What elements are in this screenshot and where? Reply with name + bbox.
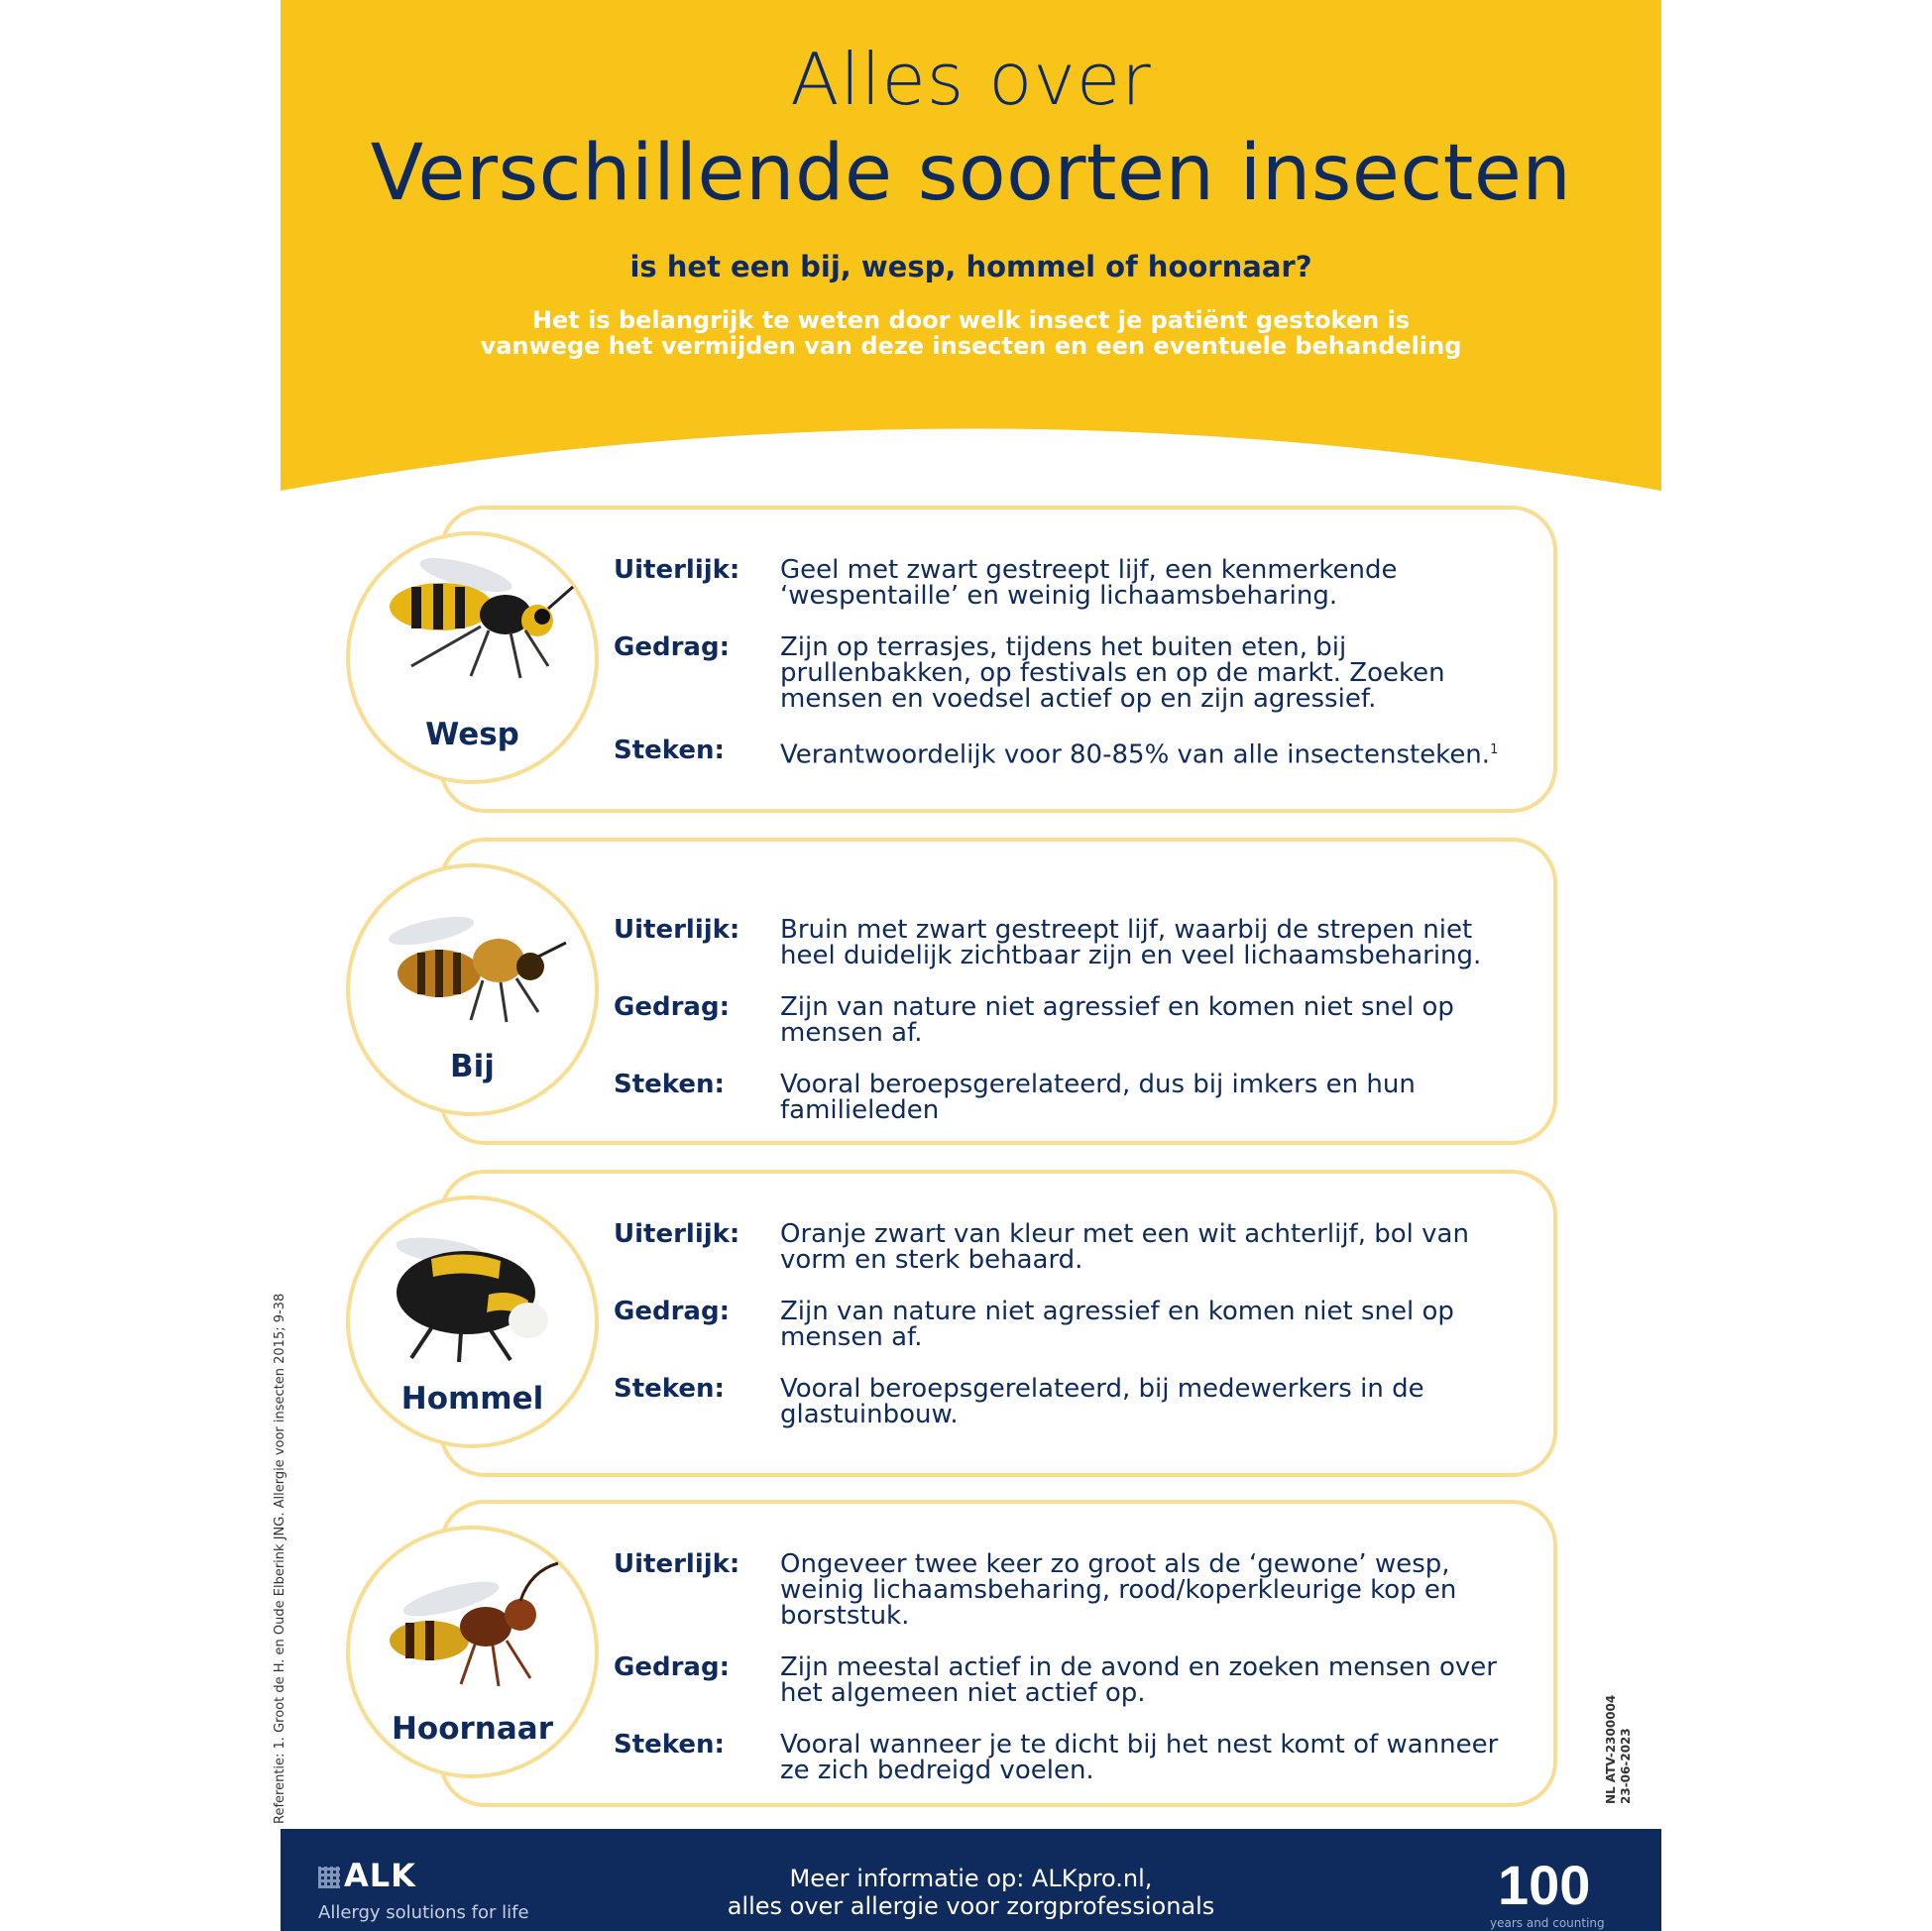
page-title: Verschillende soorten insecten — [370, 129, 1572, 218]
document-code-date: 23-06-2023 — [1619, 1728, 1633, 1804]
anniversary-tagline: years and counting — [1490, 1916, 1605, 1930]
value-uiterlijk: Bruin met zwart gestreept lijf, waarbij de strepen niet heel duidelijk zichtbaar zijn en veel lichaamsbeharing. — [780, 915, 1482, 970]
bee-icon — [372, 889, 575, 1038]
insect-circle — [346, 863, 599, 1116]
footer-info — [281, 1865, 1661, 1920]
footer-info-line-1: Meer informatie op: ALKpro.nl, — [789, 1865, 1153, 1892]
anniversary-100-icon — [1498, 1851, 1617, 1914]
label-uiterlijk: Uiterlijk: — [614, 1219, 740, 1249]
row-uiterlijk — [614, 557, 1535, 609]
footnote-marker: 1 — [1490, 742, 1499, 757]
document-code-number: NL ATV-2300004 — [1604, 1694, 1618, 1804]
insect-circle — [346, 1195, 599, 1448]
label-uiterlijk: Uiterlijk: — [614, 1549, 740, 1579]
label-gedrag: Gedrag: — [614, 1652, 730, 1682]
label-gedrag: Gedrag: — [614, 1297, 730, 1326]
tagline: Allergy solutions for life — [318, 1902, 529, 1923]
subtitle: is het een bij, wesp, hommel of hoornaar? — [629, 250, 1312, 284]
intro-line-2: vanwege het vermijden van deze insecten en een eventuele behandeling — [480, 332, 1462, 360]
value-gedrag: Zijn op terrasjes, tijdens het buiten eten, bij prullenbakken, op festivals en op de markt. Zoeken mensen en voedsel actief op en zijn agressief. — [780, 632, 1445, 714]
header-banner — [281, 0, 1661, 496]
label-uiterlijk: Uiterlijk: — [614, 555, 740, 585]
row-steken — [614, 1072, 1535, 1123]
row-steken — [614, 738, 1535, 768]
insect-name: Hoornaar — [391, 1711, 554, 1747]
label-steken: Steken: — [614, 736, 725, 765]
label-gedrag: Gedrag: — [614, 992, 730, 1022]
insect-card-hommel — [400, 1170, 1557, 1477]
row-uiterlijk — [614, 1221, 1535, 1273]
insect-details — [614, 557, 1535, 790]
anniversary-number: 100 — [1498, 1854, 1591, 1916]
row-gedrag — [614, 634, 1535, 712]
insect-details — [614, 1221, 1535, 1449]
intro-text — [399, 307, 1542, 359]
intro-line-1: Het is belangrijk te weten door welk insect je patiënt gestoken is — [531, 306, 1411, 334]
insect-circle — [346, 531, 599, 784]
insect-card-hoornaar — [391, 1500, 1557, 1807]
value-steken — [780, 738, 1535, 768]
footer-info-line-2: alles over allergie voor zorgprofessionals — [727, 1892, 1215, 1920]
reference-note: Referentie: 1. Groot de H. en Oude Elberink JNG. Allergie voor insecten 2015; 9-38 — [273, 1293, 287, 1824]
bumblebee-icon — [372, 1221, 575, 1370]
value-uiterlijk: Geel met zwart gestreept lijf, een kenmerkende ‘wespentaille’ en weinig lichaamsbeharing. — [780, 555, 1398, 611]
footer — [281, 1829, 1661, 1931]
row-gedrag — [614, 994, 1535, 1046]
poster — [273, 0, 1661, 1931]
value-uiterlijk: Ongeveer twee keer zo groot als de ‘gewone’ wesp, weinig lichaamsbeharing, rood/koperkleurige kop en borststuk. — [780, 1549, 1457, 1631]
value-gedrag: Zijn meestal actief in de avond en zoeken mensen over het algemeen niet actief op. — [780, 1652, 1497, 1708]
value-steken: Vooral wanneer je te dicht bij het nest komt of wanneer ze zich bedreigd voelen. — [780, 1730, 1499, 1785]
insect-details — [614, 917, 1535, 1145]
wasp-icon — [372, 557, 575, 706]
value-gedrag: Zijn van nature niet agressief en komen niet snel op mensen af. — [780, 992, 1454, 1048]
value-steken: Vooral beroepsgerelateerd, bij medewerkers in de glastuinbouw. — [780, 1374, 1424, 1429]
insect-name: Hommel — [400, 1381, 544, 1417]
label-steken: Steken: — [614, 1070, 725, 1099]
value-uiterlijk: Oranje zwart van kleur met een wit achterlijf, bol van vorm en sterk behaard. — [780, 1219, 1469, 1275]
row-uiterlijk — [614, 917, 1535, 968]
row-uiterlijk — [614, 1551, 1535, 1629]
insect-name: Wesp — [425, 717, 519, 752]
document-code — [1604, 1695, 1634, 1804]
insect-details — [614, 1551, 1535, 1805]
label-gedrag: Gedrag: — [614, 632, 730, 662]
label-steken: Steken: — [614, 1730, 725, 1760]
value-steken: Vooral beroepsgerelateerd, dus bij imkers en hun familieleden — [780, 1070, 1416, 1125]
insect-card-wesp — [425, 506, 1557, 813]
insect-card-bij — [439, 838, 1557, 1145]
insect-circle — [346, 1526, 599, 1778]
row-steken — [614, 1732, 1535, 1783]
row-steken — [614, 1376, 1535, 1427]
hornet-icon — [372, 1551, 575, 1700]
label-uiterlijk: Uiterlijk: — [614, 915, 740, 945]
label-steken: Steken: — [614, 1374, 725, 1404]
row-gedrag — [614, 1654, 1535, 1706]
value-gedrag: Zijn van nature niet agressief en komen niet snel op mensen af. — [780, 1297, 1454, 1352]
row-gedrag — [614, 1299, 1535, 1350]
steken-text: Verantwoordelijk voor 80-85% van alle insectensteken. — [780, 739, 1491, 770]
insect-name: Bij — [450, 1049, 495, 1084]
logo-text: ALK — [344, 1857, 416, 1894]
title-small: Alles over — [790, 38, 1152, 121]
